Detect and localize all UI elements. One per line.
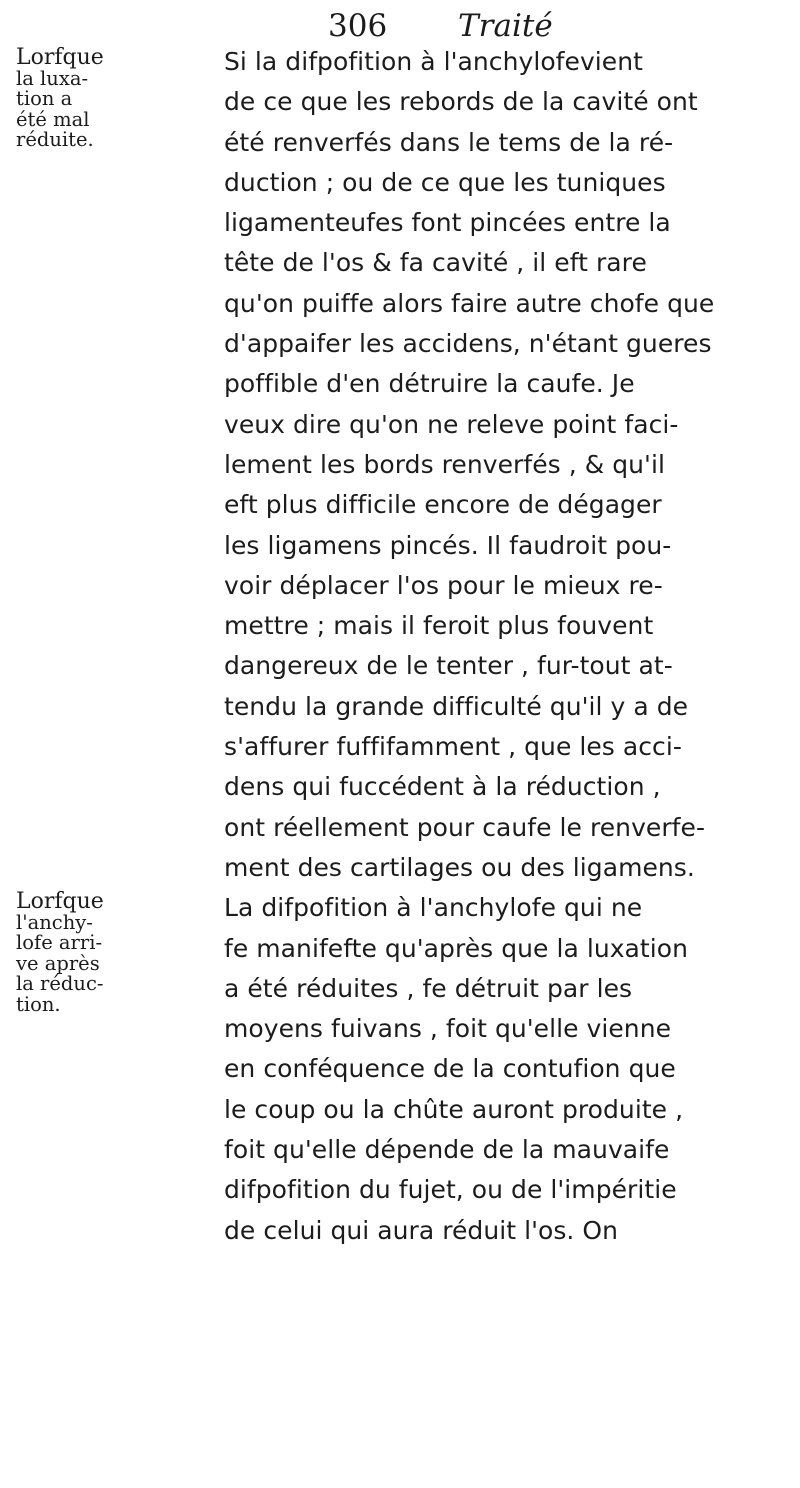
text-line: les ligamens pincés. Il faudroit pou-	[224, 530, 672, 560]
margin-note-line: la réduc-	[16, 972, 104, 995]
text-line: eft plus difficile encore de dégager	[224, 490, 662, 520]
text-line: La difpofition à l'anchylofe qui ne	[224, 893, 643, 923]
margin-note-line: ve après	[16, 951, 100, 975]
text-line: qu'on puiffe alors faire autre chofe que	[224, 288, 715, 318]
margin-note-line: tion.	[16, 992, 61, 1016]
text-line: ment des cartilages ou des ligamens.	[224, 852, 695, 882]
text-line: fe manifefte qu'après que la luxation	[224, 933, 689, 963]
text-line: de celui qui aura réduit l'os. On	[224, 1215, 619, 1245]
text-line: ligamenteufes font pincées entre la	[224, 208, 671, 238]
margin-note-line: tion a	[16, 87, 73, 110]
body-text	[224, 42, 784, 1251]
text-line: d'appaifer les accidens, n'étant gueres	[224, 329, 712, 359]
text-line: en conféquence de la contufion que	[224, 1054, 676, 1084]
margin-note-line: Lorfque	[16, 889, 104, 914]
text-line: dens qui fuccédent à la réduction ,	[224, 772, 661, 802]
text-line: le coup ou la chûte auront produite ,	[224, 1094, 684, 1124]
text-line: difpofition du fujet, ou de l'impéritie	[224, 1175, 677, 1205]
text-line: Si la difpofition à l'anchylofevient	[224, 47, 643, 76]
running-title: Traité	[458, 8, 553, 44]
text-line: tendu la grande difficulté qu'il y a de	[224, 691, 689, 721]
text-line: duction ; ou de ce que les tuniques	[224, 167, 666, 197]
text-line: poffible d'en détruire la caufe. Je	[224, 369, 635, 399]
text-line: a été réduites , fe détruit par les	[224, 973, 633, 1003]
text-line: ont réellement pour caufe le renverfe-	[224, 812, 706, 842]
margin-note-line: Lorfque	[16, 45, 104, 70]
text-line: s'affurer fuffifamment , que les acci-	[224, 732, 682, 762]
text-line: mettre ; mais il feroit plus fouvent	[224, 611, 654, 641]
text-line: lement les bords renverfés , & qu'il	[224, 449, 665, 479]
margin-note-line: réduite.	[16, 128, 94, 151]
text-line: veux dire qu'on ne releve point faci-	[224, 409, 679, 439]
text-line: foit qu'elle dépende de la mauvaife	[224, 1135, 670, 1165]
margin-note-line: été mal	[16, 107, 90, 131]
text-line: de ce que les rebords de la cavité ont	[224, 87, 698, 117]
page-number: 306	[328, 8, 388, 44]
text-line: dangereux de le tenter , fur-tout at-	[224, 651, 673, 681]
text-line: tête de l'os & fa cavité , il eft rare	[224, 248, 647, 278]
text-line: moyens fuivans , foit qu'elle vienne	[224, 1014, 672, 1044]
margin-note-line: lofe arri-	[16, 931, 103, 954]
text-line: été renverfés dans le tems de la ré-	[224, 127, 674, 157]
margin-note-line: la luxa-	[16, 66, 89, 90]
text-line: voir déplacer l'os pour le mieux re-	[224, 570, 663, 600]
margin-note-luxation	[16, 45, 104, 151]
margin-note-line: l'anchy-	[16, 910, 93, 934]
margin-note-anchylose	[16, 889, 104, 1016]
